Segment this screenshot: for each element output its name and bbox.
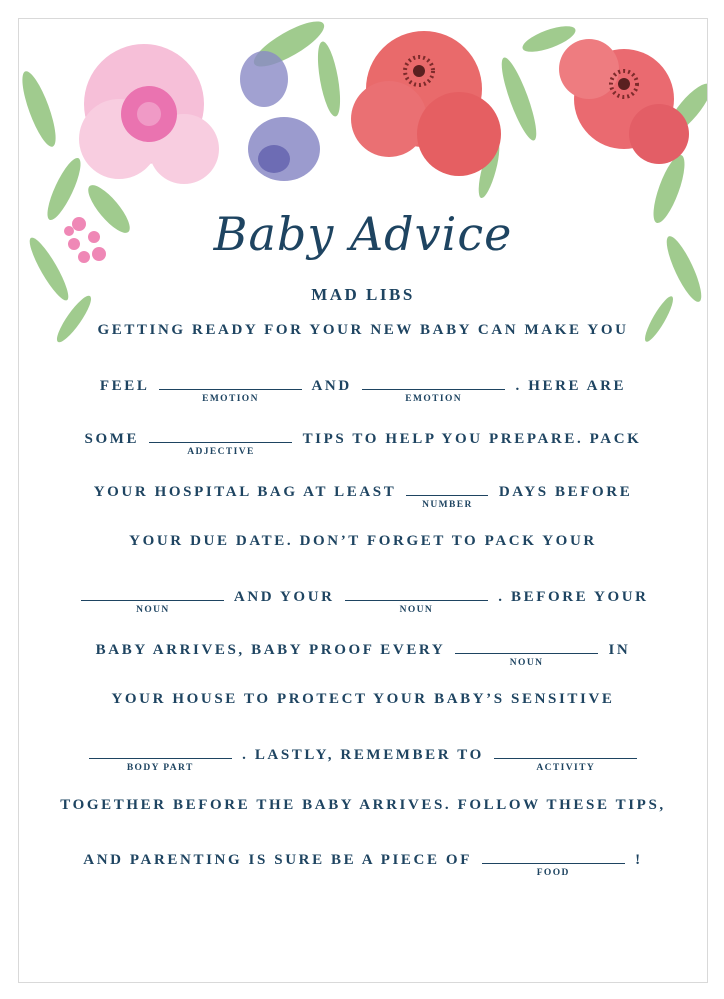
line-text: AND [311,378,352,394]
line-text: BABY ARRIVES, BABY PROOF EVERY [95,642,445,658]
blank-label: EMOTION [202,394,259,404]
card-subtitle: MAD LIBS [311,285,415,304]
text-line [19,428,707,457]
red-poppy-large [351,31,501,176]
line-text: IN [608,642,631,658]
line-text: TOGETHER BEFORE THE BABY ARRIVES. FOLLOW THESE TIPS, [60,797,666,813]
line-text: DAYS BEFORE [498,484,633,500]
line-text: TIPS TO HELP YOU PREPARE. PACK [302,431,642,447]
floral-header-illustration [19,19,707,359]
text-line [19,375,707,404]
pink-flower [79,44,219,184]
blank-field[interactable] [362,375,505,404]
blank-field[interactable] [406,481,488,510]
text-line [19,639,707,668]
blank-label: ADJECTIVE [187,447,255,457]
blank-label: NOUN [399,605,434,615]
card-title: Baby Advice [213,207,513,261]
blank-field[interactable] [81,586,224,615]
blank-field[interactable] [149,428,292,457]
line-text: . BEFORE YOUR [498,589,649,605]
blank-label: NUMBER [422,500,473,510]
purple-flowers [240,51,320,181]
line-text: YOUR HOUSE TO PROTECT YOUR BABY’S SENSITIVE [111,691,615,707]
blank-field[interactable] [89,744,232,773]
blank-field[interactable] [482,849,625,878]
red-poppy-right [559,39,689,164]
line-text: AND YOUR [233,589,335,605]
blank-label: ACTIVITY [536,763,596,773]
line-text: YOUR DUE DATE. DON’T FORGET TO PACK YOUR [129,533,597,549]
text-line [19,586,707,615]
line-text: SOME [84,431,140,447]
blank-field[interactable] [345,586,488,615]
line-text: . HERE ARE [515,378,627,394]
line-text: FEEL [99,378,149,394]
line-text: YOUR HOSPITAL BAG AT LEAST [93,484,397,500]
mad-libs-card [18,18,708,983]
text-line [19,797,707,814]
text-line [19,849,707,878]
line-text: . LASTLY, REMEMBER TO [242,747,484,763]
line-text: AND PARENTING IS SURE BE A PIECE OF [83,852,472,868]
line-text: GETTING READY FOR YOUR NEW BABY CAN MAKE YOU [97,322,629,338]
blank-field[interactable] [494,744,637,773]
line-text: ! [635,852,643,868]
blank-field[interactable] [455,639,598,668]
text-line [19,691,707,708]
text-line [19,533,707,550]
blank-label: NOUN [136,605,170,615]
blank-field[interactable] [159,375,302,404]
blank-label: EMOTION [405,394,463,404]
text-line [19,481,707,510]
text-line [19,744,707,773]
blank-label: NOUN [509,658,544,668]
blank-label: FOOD [536,868,570,878]
blank-label: BODY PART [126,763,194,773]
text-line [19,322,707,339]
